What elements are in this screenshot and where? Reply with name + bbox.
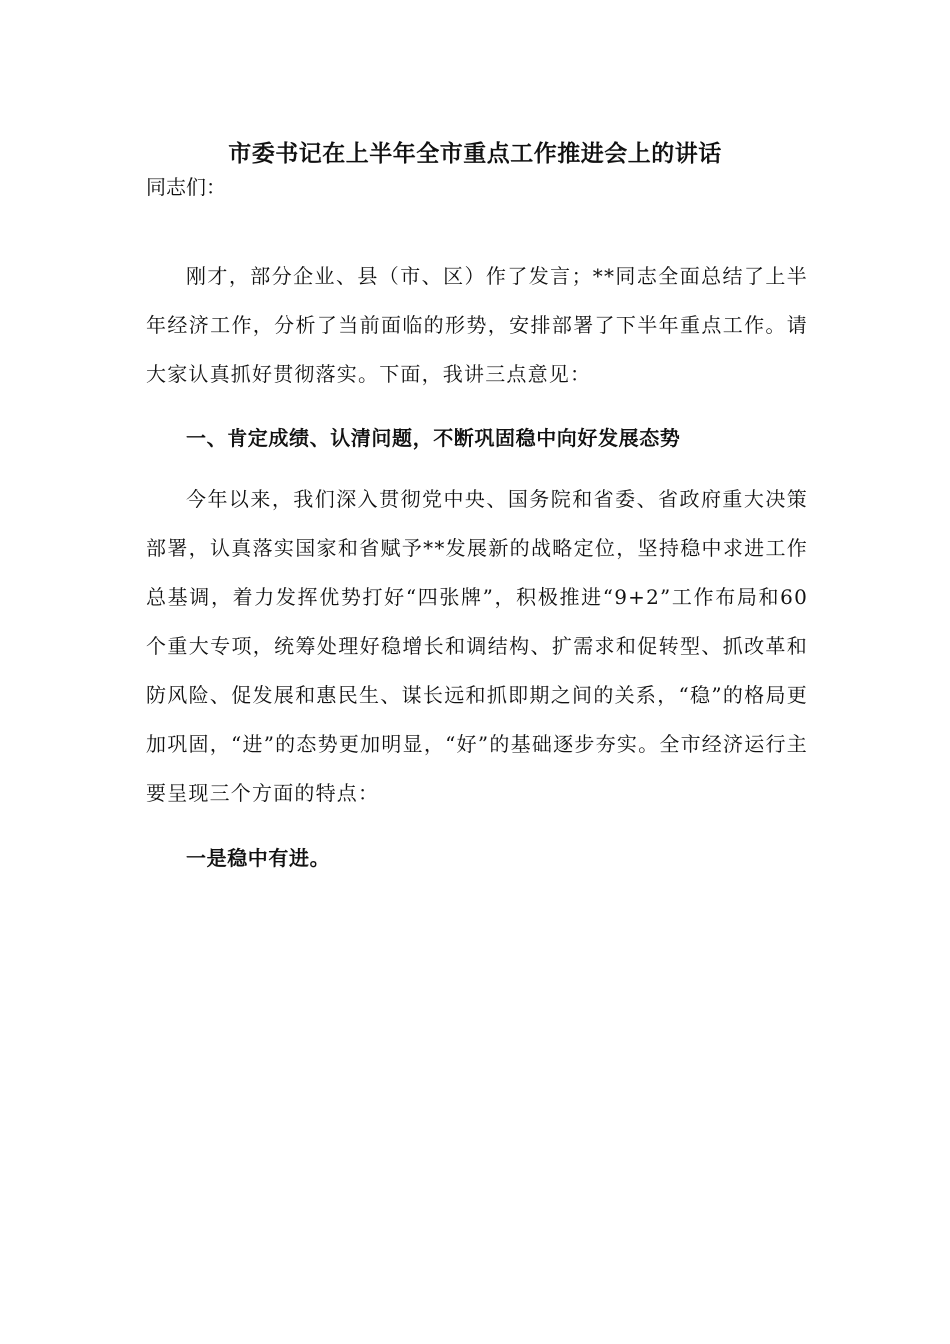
paragraph-achievements: 今年以来，我们深入贯彻党中央、国务院和省委、省政府重大决策部署，认真落实国家和省赋予**发展新的战略定位，坚持稳中求进工作总基调，着力发挥优势打好“四张牌”，积极推进“9+2”工作布局和60个重大专项，统筹处理好稳增长和调结构、扩需求和促转型、抓改革和防风险、促发展和惠民生、谋长远和抓即期之间的关系，“稳”的格局更加巩固，“进”的态势更加明显，“好”的基础逐步夯实。全市经济运行主要呈现三个方面的特点：: [146, 487, 808, 805]
document-title: 市委书记在上半年全市重点工作推进会上的讲话: [228, 140, 722, 167]
section-heading: 一、肯定成绩、认清问题，不断巩固稳中向好发展态势: [186, 426, 681, 450]
sub-heading: 一是稳中有进。: [186, 846, 331, 870]
salutation: 同志们：: [146, 175, 226, 199]
paragraph-intro: 刚才，部分企业、县（市、区）作了发言；**同志全面总结了上半年经济工作，分析了当前面临的形势，安排部署了下半年重点工作。请大家认真抓好贯彻落实。下面，我讲三点意见：: [146, 264, 808, 386]
